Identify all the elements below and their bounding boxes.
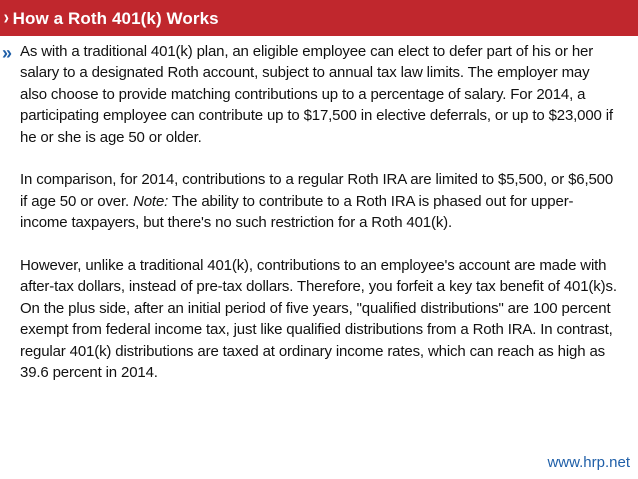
comparison-text-start: In comparison, for 2014, contributions to a regular Roth IRA are limited to $5,500, or $6,500 if age 50 or over.: [20, 171, 614, 210]
slide-header: [0, 0, 638, 36]
paragraph-roth-401k-overview: As with a traditional 401(k) plan, an eligible employee can elect to defer part of his or her salary to a designated Roth account, subject to annual tax law limits. The employer may also choose to provide matching contributions up to a percentage of salary. For 2014, a participating employee can contribute up to $17,500 in elective deferrals, or up to $23,000 if he or she is age 50 or older.: [20, 43, 613, 146]
slide-body: [0, 41, 638, 383]
slide-title: How a Roth 401(k) Works: [12, 8, 219, 28]
comparison-text-end: The ability to contribute to a Roth IRA is phased out for upper-income taxpayers, but there's no such restriction for a Roth 401(k).: [20, 192, 574, 232]
paragraph-after-tax-contributions: However, unlike a traditional 401(k), contributions to an employee's account are made with after-tax dollars, instead of pre-tax dollars. Therefore, you forfeit a key tax benefit of 401(k)s. On the plus side, after an initial period of five years, "qualified distributions" are 100 percent exempt from federal income tax, just like qualified distributions from a Roth IRA. In contrast, regular 401(k) distributions are taxed at ordinary income rates, which can reach as high as 39.6 percent in 2014.: [20, 257, 617, 382]
bullet-item: [0, 41, 638, 383]
chevron-right-icon: ›: [3, 7, 10, 29]
note-label: Note:: [133, 192, 169, 210]
paragraph-roth-ira-comparison: [20, 169, 620, 233]
footer-website-link[interactable]: www.hrp.net: [547, 454, 630, 471]
double-chevron-bullet-icon: »: [2, 43, 13, 63]
